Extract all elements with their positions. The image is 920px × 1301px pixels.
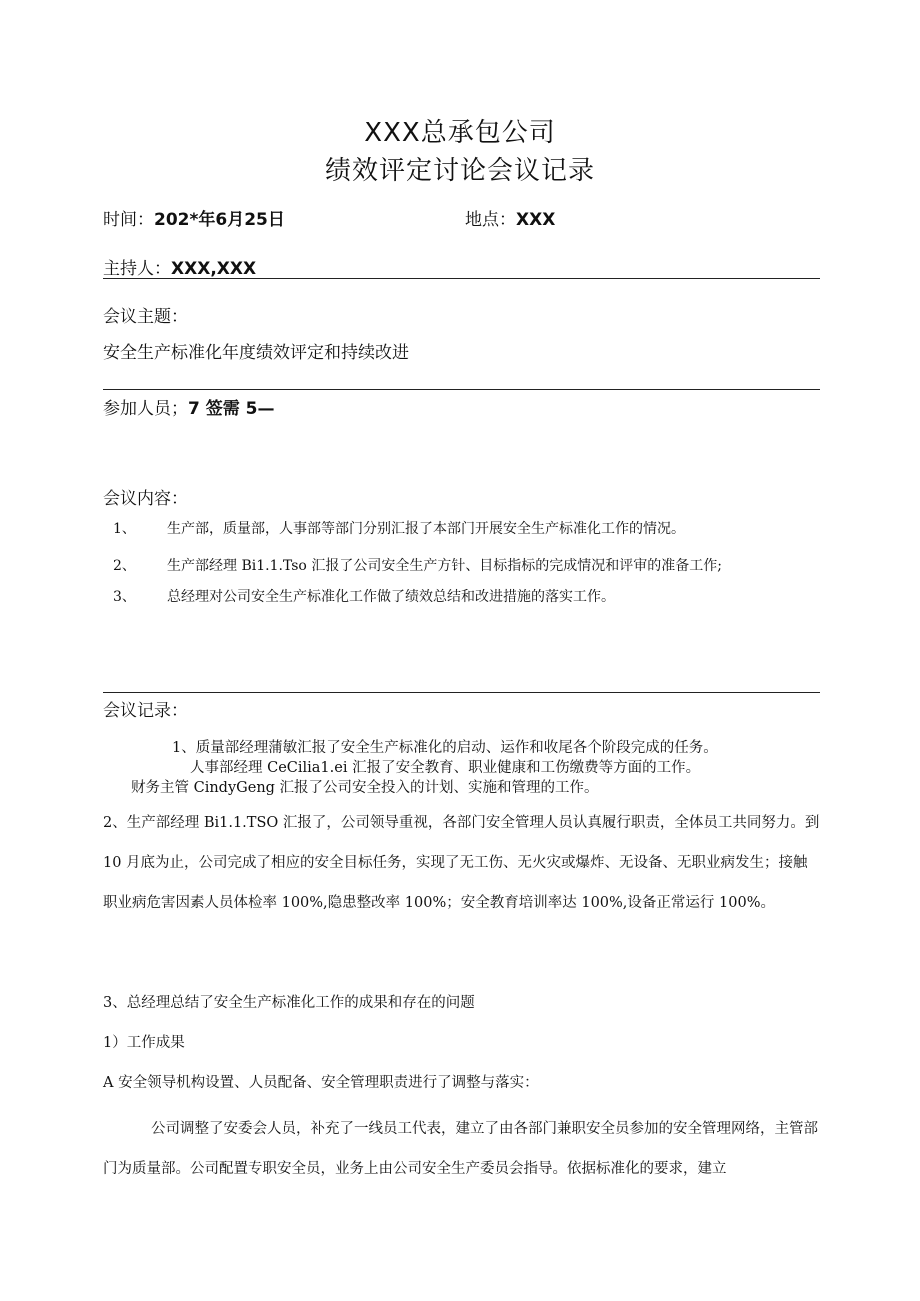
record-subheading: A 安全领导机构设置、人员配备、安全管理职责进行了调整与落实：: [103, 1075, 539, 1091]
record-line: 1、质量部经理蒲敏汇报了安全生产标准化的启动、运作和收尾各个阶段完成的任务。: [172, 740, 718, 756]
place-label: 地点：: [465, 210, 516, 230]
meeting-time: [103, 205, 285, 230]
divider: [103, 278, 820, 279]
record-line: 财务主管 CindyGeng 汇报了公司安全投入的计划、实施和管理的工作。: [131, 780, 599, 796]
content-item-num: 1、: [113, 521, 136, 537]
record-line: 人事部经理 CeCilia1.ei 汇报了安全教育、职业健康和工伤缴费等方面的工作。: [190, 760, 701, 776]
time-value: 202*年6月25日: [154, 210, 285, 230]
divider: [103, 389, 820, 390]
topic-value: 安全生产标准化年度绩效评定和持续改进: [103, 343, 409, 363]
content-item-num: 2、: [113, 558, 136, 574]
host-label: 主持人：: [103, 259, 171, 279]
meeting-host: [103, 254, 256, 279]
content-item-text: 生产部，质量部，人事部等部门分别汇报了本部门开展安全生产标准化工作的情况。: [167, 521, 685, 537]
topic-label: 会议主题：: [103, 307, 188, 327]
meeting-place: [465, 205, 555, 230]
content-item-num: 3、: [113, 589, 136, 605]
place-value: XXX: [516, 210, 556, 230]
divider: [103, 692, 820, 693]
attendees: [103, 394, 275, 419]
record-paragraph: 2、生产部经理 Bi1.1.TSO 汇报了，公司领导重视，各部门安全管理人员认真履行职责，全体员工共同努力。到 10 月底为止，公司完成了相应的安全目标任务，实现了无工伤、无火灾或爆炸、无设备、无职业病发生；接触职业病危害因素人员体检率 100%,隐患整改率 100%；安全教育培训率达 100%,设备正常运行 100%。: [103, 815, 820, 911]
record-item-3: 3、总经理总结了安全生产标准化工作的成果和存在的问题: [103, 995, 475, 1011]
content-item-text: 生产部经理 Bi1.1.Tso 汇报了公司安全生产方针、目标指标的完成情况和评审的准备工作;: [167, 558, 723, 574]
document-title: XXX总承包公司: [364, 118, 556, 148]
attendees-value: 7 签需 5—: [188, 399, 275, 419]
document-subtitle: 绩效评定讨论会议记录: [324, 156, 595, 186]
content-item-text: 总经理对公司安全生产标准化工作做了绩效总结和改进措施的落实工作。: [167, 589, 615, 605]
host-value: XXX,XXX: [171, 259, 257, 279]
record-subheading: 1）工作成果: [103, 1035, 185, 1051]
record-heading: 会议记录：: [103, 701, 188, 721]
attendees-label: 参加人员；: [103, 399, 188, 419]
content-heading: 会议内容：: [103, 489, 188, 509]
record-paragraph: 公司调整了安委会人员，补充了一线员工代表，建立了由各部门兼职安全员参加的安全管理网络，主管部门为质量部。公司配置专职安全员，业务上由公司安全生产委员会指导。依据标准化的要求，建立: [103, 1121, 818, 1177]
time-label: 时间：: [103, 210, 154, 230]
